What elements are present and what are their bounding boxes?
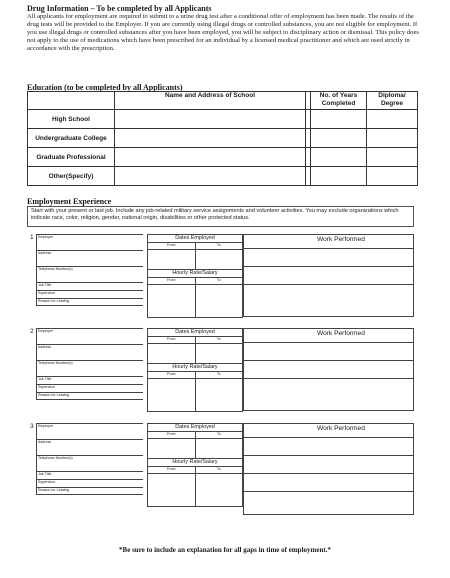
dates-employed-label: Dates Employed xyxy=(147,328,243,336)
work-performed-label: Work Performed xyxy=(317,425,365,432)
supervisor-label: Supervisor xyxy=(38,480,56,484)
school-name-field[interactable] xyxy=(115,110,306,129)
dates-fields[interactable] xyxy=(147,343,243,363)
supervisor-field[interactable] xyxy=(36,479,143,487)
supervisor-label: Supervisor xyxy=(38,385,56,389)
years-completed-field[interactable] xyxy=(311,110,367,129)
address-label: Address xyxy=(38,440,52,444)
work-line xyxy=(244,342,413,360)
years-completed-field[interactable] xyxy=(311,167,367,186)
employer-label: Employer xyxy=(38,424,54,428)
work-performed-box[interactable] xyxy=(243,423,414,515)
work-line xyxy=(244,437,413,455)
job-title-field[interactable] xyxy=(36,471,143,479)
years-completed-field[interactable] xyxy=(311,148,367,167)
telephone-field[interactable] xyxy=(36,455,143,471)
telephone-label: Telephone Number(s) xyxy=(38,456,73,460)
education-row-label: Graduate Professional xyxy=(28,148,115,167)
dates-from-to xyxy=(147,336,243,343)
school-name-field[interactable] xyxy=(115,148,306,167)
reason-label: Reason for Leaving xyxy=(38,299,70,303)
education-header-school: Name and Address of School xyxy=(115,92,306,110)
rate-from-field[interactable] xyxy=(148,285,195,317)
employment-entry xyxy=(30,423,414,506)
hourly-rate-label: Hourly Rate/Salary xyxy=(147,363,243,371)
to-label: To xyxy=(195,337,243,343)
employment-title: Employment Experience xyxy=(27,197,112,206)
education-table xyxy=(27,91,418,186)
dates-employed-label: Dates Employed xyxy=(147,234,243,242)
address-label: Address xyxy=(38,251,52,255)
date-from-field[interactable] xyxy=(148,439,195,458)
drug-info-title: Drug Information – To be completed by all Applicants xyxy=(27,4,212,13)
education-title: Education (to be completed by all Applicants) xyxy=(27,83,183,92)
employment-instructions: Start with your present or last job. Include any job-related military service assignments and volunteer activities. You may exclude organizations which indicate race, color, religion, gender, national origin, disabilities or other protected status. xyxy=(27,206,414,227)
employment-entry xyxy=(30,328,414,411)
employment-entry xyxy=(30,234,414,317)
telephone-field[interactable] xyxy=(36,266,143,282)
supervisor-field[interactable] xyxy=(36,384,143,392)
work-performed-box[interactable] xyxy=(243,234,414,317)
employer-field[interactable] xyxy=(36,423,143,439)
job-title-label: Job Title xyxy=(38,283,52,287)
education-row-label: Other(Specify) xyxy=(28,167,115,186)
degree-field[interactable] xyxy=(367,110,418,129)
years-completed-field[interactable] xyxy=(311,129,367,148)
employer-label: Employer xyxy=(38,235,54,239)
to-label: To xyxy=(195,278,243,284)
rate-to-field[interactable] xyxy=(195,285,243,317)
from-label: From xyxy=(167,432,176,436)
reason-field[interactable] xyxy=(36,487,143,495)
education-header-row xyxy=(28,92,418,110)
degree-field[interactable] xyxy=(367,167,418,186)
supervisor-label: Supervisor xyxy=(38,291,56,295)
work-line xyxy=(244,248,413,266)
from-label: From xyxy=(167,467,176,471)
entry-number: 1 xyxy=(30,234,34,241)
education-header-blank xyxy=(28,92,115,110)
degree-field[interactable] xyxy=(367,129,418,148)
to-label: To xyxy=(195,432,243,438)
to-label: To xyxy=(195,243,243,249)
dates-fields[interactable] xyxy=(147,249,243,269)
work-line xyxy=(244,455,413,473)
rate-from-to xyxy=(147,371,243,378)
from-label: From xyxy=(167,243,176,247)
work-line xyxy=(244,378,413,396)
supervisor-field[interactable] xyxy=(36,290,143,298)
education-row-label: Undergraduate College xyxy=(28,129,115,148)
footer-note: *Be sure to include an explanation for all gaps in time of employment.* xyxy=(119,546,331,554)
work-line xyxy=(244,284,413,302)
education-header-years: No. of Years Completed xyxy=(311,92,367,110)
telephone-label: Telephone Number(s) xyxy=(38,267,73,271)
rate-from-to xyxy=(147,466,243,473)
address-field[interactable] xyxy=(36,439,143,455)
work-performed-label: Work Performed xyxy=(317,330,365,337)
degree-field[interactable] xyxy=(367,148,418,167)
dates-fields[interactable] xyxy=(147,438,243,458)
rate-from-to xyxy=(147,277,243,284)
reason-label: Reason for Leaving xyxy=(38,488,70,492)
work-performed-label: Work Performed xyxy=(317,236,365,243)
rate-to-field[interactable] xyxy=(195,379,243,411)
dates-from-to xyxy=(147,242,243,249)
dates-employed-label: Dates Employed xyxy=(147,423,243,431)
school-name-field[interactable] xyxy=(115,167,306,186)
rate-from-field[interactable] xyxy=(148,379,195,411)
dates-from-to xyxy=(147,431,243,438)
rate-to-field[interactable] xyxy=(195,474,243,506)
date-to-field[interactable] xyxy=(195,439,243,458)
address-label: Address xyxy=(38,345,52,349)
from-label: From xyxy=(167,278,176,282)
hourly-rate-label: Hourly Rate/Salary xyxy=(147,269,243,277)
work-line xyxy=(244,491,413,509)
employer-label: Employer xyxy=(38,329,54,333)
education-row xyxy=(28,167,418,186)
job-title-label: Job Title xyxy=(38,377,52,381)
school-name-field[interactable] xyxy=(115,129,306,148)
work-line xyxy=(244,266,413,284)
to-label: To xyxy=(195,372,243,378)
date-from-field[interactable] xyxy=(148,250,195,269)
date-from-field[interactable] xyxy=(148,344,195,363)
telephone-label: Telephone Number(s) xyxy=(38,361,73,365)
rate-fields[interactable] xyxy=(147,284,243,318)
from-label: From xyxy=(167,372,176,376)
job-title-label: Job Title xyxy=(38,472,52,476)
address-field[interactable] xyxy=(36,344,143,360)
entry-number: 2 xyxy=(30,328,34,335)
education-row xyxy=(28,129,418,148)
education-row xyxy=(28,110,418,129)
job-title-field[interactable] xyxy=(36,282,143,290)
from-label: From xyxy=(167,337,176,341)
rate-fields[interactable] xyxy=(147,473,243,507)
to-label: To xyxy=(195,467,243,473)
telephone-field[interactable] xyxy=(36,360,143,376)
work-performed-box[interactable] xyxy=(243,328,414,411)
date-to-field[interactable] xyxy=(195,250,243,269)
reason-field[interactable] xyxy=(36,392,143,400)
rate-from-field[interactable] xyxy=(148,474,195,506)
education-header-degree: Diploma/ Degree xyxy=(367,92,418,110)
rate-fields[interactable] xyxy=(147,378,243,412)
employer-field[interactable] xyxy=(36,328,143,344)
employer-field[interactable] xyxy=(36,234,143,250)
hourly-rate-label: Hourly Rate/Salary xyxy=(147,458,243,466)
education-row-label: High School xyxy=(28,110,115,129)
date-to-field[interactable] xyxy=(195,344,243,363)
job-title-field[interactable] xyxy=(36,376,143,384)
reason-label: Reason for Leaving xyxy=(38,393,70,397)
education-row xyxy=(28,148,418,167)
address-field[interactable] xyxy=(36,250,143,266)
reason-field[interactable] xyxy=(36,298,143,306)
work-line xyxy=(244,473,413,491)
entry-number: 3 xyxy=(30,423,34,430)
work-line xyxy=(244,360,413,378)
drug-info-text: All applicants for employment are required to submit to a urine drug test after a conditional offer of employment has been made. The results of the drug tests will be provided to the Employer. If you are currently using illegal drugs or controlled substances, you are not eligible for employment. If you use illegal drugs or controlled substances after you have been employed, you will be subject to disciplinary action or dismissal. This policy does not apply to the use of medications which have been prescribed for an individual by a licensed medical practitioner and which are used strictly in accordance with the prescription. xyxy=(27,13,419,53)
